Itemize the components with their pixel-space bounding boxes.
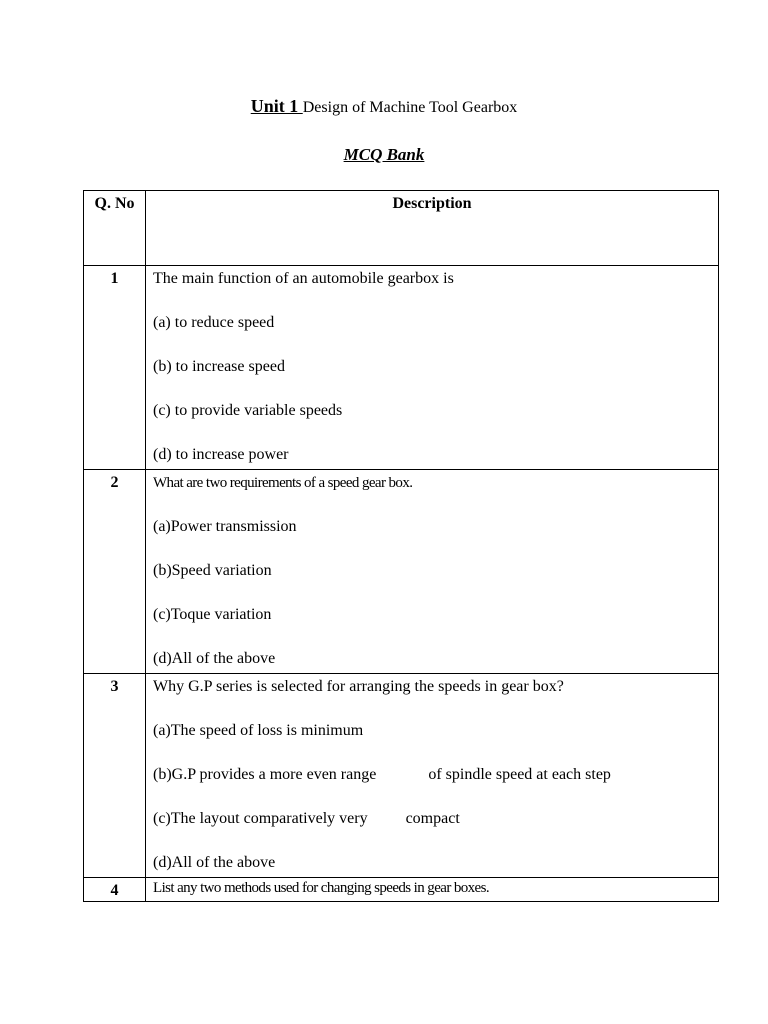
option-a: (a) to reduce speed bbox=[153, 314, 275, 331]
question-description bbox=[146, 878, 719, 902]
unit-title: Design of Machine Tool Gearbox bbox=[302, 99, 518, 116]
option-d: (d)All of the above bbox=[153, 650, 276, 667]
unit-label: Unit 1 bbox=[250, 96, 303, 116]
table-row bbox=[84, 878, 719, 902]
option-b-text: (b)G.P provides a more even range bbox=[153, 766, 377, 783]
table-row bbox=[84, 674, 719, 878]
option-d: (d) to increase power bbox=[153, 446, 289, 463]
option-d: (d)All of the above bbox=[153, 854, 276, 871]
question-number: 4 bbox=[84, 878, 146, 902]
option-c bbox=[153, 809, 718, 853]
question-text: What are two requirements of a speed gear box. bbox=[153, 475, 413, 491]
mcq-table bbox=[83, 190, 719, 902]
question-text: List any two methods used for changing speeds in gear boxes. bbox=[153, 880, 490, 896]
question-number: 2 bbox=[84, 470, 146, 674]
option-c-text: (c)The layout comparatively very bbox=[153, 810, 368, 827]
document-title bbox=[0, 94, 768, 120]
column-header-qno: Q. No bbox=[84, 191, 146, 266]
question-text: Why G.P series is selected for arranging the speeds in gear box? bbox=[153, 678, 564, 695]
option-b bbox=[153, 765, 718, 809]
question-description bbox=[146, 470, 719, 674]
option-b-continuation: of spindle speed at each step bbox=[428, 766, 611, 783]
document-subtitle: MCQ Bank bbox=[343, 145, 425, 164]
question-text: The main function of an automobile gearbox is bbox=[153, 270, 454, 287]
table-header-row bbox=[84, 191, 719, 266]
question-number: 3 bbox=[84, 674, 146, 878]
option-a: (a)Power transmission bbox=[153, 518, 297, 535]
option-a: (a)The speed of loss is minimum bbox=[153, 722, 364, 739]
option-b: (b) to increase speed bbox=[153, 358, 285, 375]
question-description bbox=[146, 674, 719, 878]
option-b: (b)Speed variation bbox=[153, 562, 272, 579]
option-c-continuation: compact bbox=[405, 810, 460, 827]
option-c: (c) to provide variable speeds bbox=[153, 402, 343, 419]
table-row bbox=[84, 266, 719, 470]
question-number: 1 bbox=[84, 266, 146, 470]
question-description bbox=[146, 266, 719, 470]
column-header-description: Description bbox=[146, 191, 719, 266]
option-c: (c)Toque variation bbox=[153, 606, 272, 623]
table-row bbox=[84, 470, 719, 674]
